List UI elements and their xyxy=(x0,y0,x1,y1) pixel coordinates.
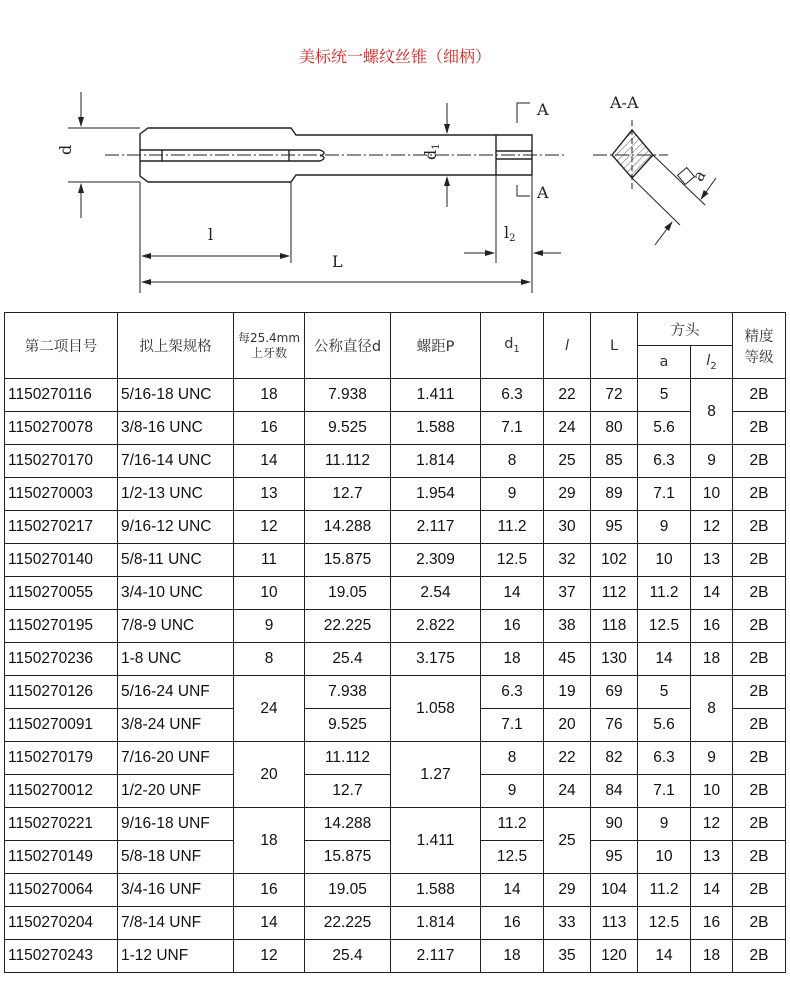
cell-a: 6.3 xyxy=(638,445,691,478)
header-pitch: 螺距P xyxy=(391,313,481,379)
cell-a: 11.2 xyxy=(638,874,691,907)
cell-l2: 8 xyxy=(691,676,733,742)
cell-d1: 14 xyxy=(481,577,544,610)
header-spec: 拟上架规格 xyxy=(118,313,234,379)
cell-item-no: 1150270055 xyxy=(5,577,118,610)
cell-spec: 1/2-13 UNC xyxy=(118,478,234,511)
cell-nominal-d: 15.875 xyxy=(305,544,391,577)
cell-grade: 2B xyxy=(733,808,786,841)
table-row xyxy=(5,610,786,643)
cell-tpi: 11 xyxy=(234,544,305,577)
cell-l: 37 xyxy=(544,577,591,610)
table-row xyxy=(5,808,786,841)
cell-l: 24 xyxy=(544,412,591,445)
cell-l: 35 xyxy=(544,940,591,973)
cell-l: 33 xyxy=(544,907,591,940)
cell-nominal-d: 11.112 xyxy=(305,445,391,478)
cell-nominal-d: 11.112 xyxy=(305,742,391,775)
header-nominal-d: 公称直径d xyxy=(305,313,391,379)
cell-l: 30 xyxy=(544,511,591,544)
cell-nominal-d: 25.4 xyxy=(305,940,391,973)
cell-L: 90 xyxy=(591,808,638,841)
cell-tpi: 24 xyxy=(234,676,305,742)
cell-a: 12.5 xyxy=(638,907,691,940)
cell-l: 29 xyxy=(544,874,591,907)
cell-nominal-d: 25.4 xyxy=(305,643,391,676)
cell-spec: 5/8-18 UNF xyxy=(118,841,234,874)
cell-pitch: 2.822 xyxy=(391,610,481,643)
cell-spec: 9/16-12 UNC xyxy=(118,511,234,544)
cell-item-no: 1150270204 xyxy=(5,907,118,940)
table-row xyxy=(5,544,786,577)
cell-pitch: 1.411 xyxy=(391,379,481,412)
cell-d1: 12.5 xyxy=(481,841,544,874)
cell-tpi: 16 xyxy=(234,874,305,907)
cell-a: 14 xyxy=(638,643,691,676)
header-l: l xyxy=(544,313,591,379)
cell-a: 9 xyxy=(638,511,691,544)
cell-L: 113 xyxy=(591,907,638,940)
cell-grade: 2B xyxy=(733,610,786,643)
cell-spec: 7/16-20 UNF xyxy=(118,742,234,775)
cell-spec: 7/8-14 UNF xyxy=(118,907,234,940)
cell-item-no: 1150270170 xyxy=(5,445,118,478)
cell-L: 82 xyxy=(591,742,638,775)
cell-a: 7.1 xyxy=(638,478,691,511)
cell-grade: 2B xyxy=(733,874,786,907)
label-a-bottom: A xyxy=(537,183,549,202)
cell-d1: 18 xyxy=(481,643,544,676)
header-l2: $l_2$ xyxy=(691,346,733,379)
cell-pitch: 1.058 xyxy=(391,676,481,742)
cell-item-no: 1150270243 xyxy=(5,940,118,973)
cell-item-no: 1150270078 xyxy=(5,412,118,445)
cell-spec: 3/8-24 UNF xyxy=(118,709,234,742)
header-d1: $d_1$ xyxy=(481,313,544,379)
cell-L: 76 xyxy=(591,709,638,742)
cell-nominal-d: 9.525 xyxy=(305,709,391,742)
cell-grade: 2B xyxy=(733,940,786,973)
cell-l2: 18 xyxy=(691,643,733,676)
cell-pitch: 1.411 xyxy=(391,808,481,874)
cell-l: 45 xyxy=(544,643,591,676)
cell-item-no: 1150270217 xyxy=(5,511,118,544)
table-row xyxy=(5,742,786,775)
cell-spec: 1-8 UNC xyxy=(118,643,234,676)
cell-l2: 16 xyxy=(691,907,733,940)
cell-d1: 9 xyxy=(481,775,544,808)
table-row xyxy=(5,577,786,610)
cell-d1: 16 xyxy=(481,610,544,643)
cell-L: 102 xyxy=(591,544,638,577)
table-row xyxy=(5,478,786,511)
cell-l2: 10 xyxy=(691,775,733,808)
cell-d1: 8 xyxy=(481,742,544,775)
cell-grade: 2B xyxy=(733,907,786,940)
cell-spec: 3/4-16 UNF xyxy=(118,874,234,907)
table-row xyxy=(5,676,786,709)
header-square-head: 方头 xyxy=(638,313,733,346)
cell-nominal-d: 9.525 xyxy=(305,412,391,445)
cell-pitch: 3.175 xyxy=(391,643,481,676)
cell-pitch: 1.588 xyxy=(391,874,481,907)
cell-item-no: 1150270091 xyxy=(5,709,118,742)
label-d: d xyxy=(56,144,75,155)
cell-l: 22 xyxy=(544,742,591,775)
cell-l: 32 xyxy=(544,544,591,577)
table-row xyxy=(5,445,786,478)
cell-L: 80 xyxy=(591,412,638,445)
cell-a: 11.2 xyxy=(638,577,691,610)
cell-pitch: 2.117 xyxy=(391,511,481,544)
cell-L: 95 xyxy=(591,841,638,874)
cell-nominal-d: 19.05 xyxy=(305,577,391,610)
table-row xyxy=(5,379,786,412)
cell-grade: 2B xyxy=(733,775,786,808)
cell-nominal-d: 22.225 xyxy=(305,907,391,940)
cell-l2: 18 xyxy=(691,940,733,973)
section-view-a-a xyxy=(593,120,716,245)
cell-spec: 1/2-20 UNF xyxy=(118,775,234,808)
cell-spec: 5/16-18 UNC xyxy=(118,379,234,412)
cell-tpi: 20 xyxy=(234,742,305,808)
cell-nominal-d: 22.225 xyxy=(305,610,391,643)
cell-tpi: 13 xyxy=(234,478,305,511)
cell-nominal-d: 7.938 xyxy=(305,379,391,412)
cell-grade: 2B xyxy=(733,478,786,511)
cell-l: 19 xyxy=(544,676,591,709)
cell-spec: 1-12 UNF xyxy=(118,940,234,973)
tap-technical-drawing xyxy=(0,0,790,305)
header-grade: 精度 等级 xyxy=(733,313,786,379)
label-L: L xyxy=(332,252,343,271)
cell-item-no: 1150270236 xyxy=(5,643,118,676)
document-title: 美标统一螺纹丝锥（细柄） xyxy=(298,47,491,66)
cell-nominal-d: 7.938 xyxy=(305,676,391,709)
cell-tpi: 9 xyxy=(234,610,305,643)
cell-l2: 8 xyxy=(691,379,733,445)
table-row xyxy=(5,643,786,676)
cell-l: 20 xyxy=(544,709,591,742)
cell-item-no: 1150270116 xyxy=(5,379,118,412)
cell-d1: 12.5 xyxy=(481,544,544,577)
cell-tpi: 14 xyxy=(234,907,305,940)
cell-pitch: 1.954 xyxy=(391,478,481,511)
cell-l2: 13 xyxy=(691,841,733,874)
header-L: L xyxy=(591,313,638,379)
cell-d1: 11.2 xyxy=(481,808,544,841)
cell-L: 89 xyxy=(591,478,638,511)
header-tpi: 每25.4mm 上牙数 xyxy=(234,313,305,379)
cell-a: 6.3 xyxy=(638,742,691,775)
cell-l: 25 xyxy=(544,808,591,874)
cell-L: 85 xyxy=(591,445,638,478)
cell-l: 22 xyxy=(544,379,591,412)
cell-grade: 2B xyxy=(733,511,786,544)
cell-L: 72 xyxy=(591,379,638,412)
cell-d1: 6.3 xyxy=(481,379,544,412)
cell-grade: 2B xyxy=(733,709,786,742)
cell-grade: 2B xyxy=(733,841,786,874)
label-l: l xyxy=(208,225,214,244)
cell-d1: 16 xyxy=(481,907,544,940)
cell-nominal-d: 14.288 xyxy=(305,511,391,544)
cell-a: 5 xyxy=(638,379,691,412)
cell-tpi: 14 xyxy=(234,445,305,478)
cell-d1: 11.2 xyxy=(481,511,544,544)
header-a: a xyxy=(638,346,691,379)
cell-tpi: 12 xyxy=(234,940,305,973)
table-row xyxy=(5,940,786,973)
cell-d1: 7.1 xyxy=(481,709,544,742)
cell-item-no: 1150270064 xyxy=(5,874,118,907)
cell-tpi: 16 xyxy=(234,412,305,445)
cell-a: 10 xyxy=(638,841,691,874)
cell-grade: 2B xyxy=(733,544,786,577)
cell-L: 104 xyxy=(591,874,638,907)
cell-grade: 2B xyxy=(733,379,786,412)
cell-grade: 2B xyxy=(733,742,786,775)
table-row xyxy=(5,874,786,907)
table-body xyxy=(5,379,786,973)
cell-a: 7.1 xyxy=(638,775,691,808)
cell-item-no: 1150270140 xyxy=(5,544,118,577)
cell-item-no: 1150270179 xyxy=(5,742,118,775)
cell-spec: 7/8-9 UNC xyxy=(118,610,234,643)
cell-grade: 2B xyxy=(733,412,786,445)
cell-L: 84 xyxy=(591,775,638,808)
cell-l2: 14 xyxy=(691,577,733,610)
cell-item-no: 1150270012 xyxy=(5,775,118,808)
cell-d1: 7.1 xyxy=(481,412,544,445)
cell-l2: 9 xyxy=(691,742,733,775)
cell-item-no: 1150270195 xyxy=(5,610,118,643)
cell-grade: 2B xyxy=(733,676,786,709)
cell-l2: 12 xyxy=(691,808,733,841)
cell-a: 5 xyxy=(638,676,691,709)
cell-tpi: 18 xyxy=(234,808,305,874)
cell-tpi: 12 xyxy=(234,511,305,544)
header-item-no: 第二项目号 xyxy=(5,313,118,379)
cell-pitch: 2.54 xyxy=(391,577,481,610)
cell-nominal-d: 12.7 xyxy=(305,775,391,808)
label-l2: l2 xyxy=(504,223,516,244)
cell-spec: 3/8-16 UNC xyxy=(118,412,234,445)
cell-tpi: 10 xyxy=(234,577,305,610)
cell-item-no: 1150270126 xyxy=(5,676,118,709)
label-section: A-A xyxy=(610,93,639,112)
cell-L: 120 xyxy=(591,940,638,973)
cell-l: 25 xyxy=(544,445,591,478)
cell-l2: 12 xyxy=(691,511,733,544)
table-row xyxy=(5,412,786,445)
label-a-square: a xyxy=(688,166,710,185)
cell-a: 10 xyxy=(638,544,691,577)
cell-l: 24 xyxy=(544,775,591,808)
cell-nominal-d: 14.288 xyxy=(305,808,391,841)
cell-L: 95 xyxy=(591,511,638,544)
cell-spec: 3/4-10 UNC xyxy=(118,577,234,610)
cell-nominal-d: 15.875 xyxy=(305,841,391,874)
cell-L: 112 xyxy=(591,577,638,610)
tap-spec-table xyxy=(4,312,786,973)
cell-pitch: 2.117 xyxy=(391,940,481,973)
cell-a: 12.5 xyxy=(638,610,691,643)
cell-spec: 5/8-11 UNC xyxy=(118,544,234,577)
cell-tpi: 8 xyxy=(234,643,305,676)
cell-grade: 2B xyxy=(733,577,786,610)
table-row xyxy=(5,511,786,544)
cell-a: 14 xyxy=(638,940,691,973)
cell-L: 130 xyxy=(591,643,638,676)
cell-pitch: 1.27 xyxy=(391,742,481,808)
cell-pitch: 1.814 xyxy=(391,445,481,478)
cell-d1: 14 xyxy=(481,874,544,907)
cell-d1: 8 xyxy=(481,445,544,478)
cell-d1: 9 xyxy=(481,478,544,511)
cell-l2: 14 xyxy=(691,874,733,907)
dimension-lines xyxy=(68,92,561,293)
cell-l2: 10 xyxy=(691,478,733,511)
cell-nominal-d: 12.7 xyxy=(305,478,391,511)
cell-L: 69 xyxy=(591,676,638,709)
cell-spec: 5/16-24 UNF xyxy=(118,676,234,709)
cell-l2: 16 xyxy=(691,610,733,643)
label-d1: d1 xyxy=(421,143,442,160)
cell-l2: 9 xyxy=(691,445,733,478)
cell-L: 118 xyxy=(591,610,638,643)
cell-d1: 6.3 xyxy=(481,676,544,709)
cell-a: 5.6 xyxy=(638,709,691,742)
cell-a: 5.6 xyxy=(638,412,691,445)
cell-tpi: 18 xyxy=(234,379,305,412)
cell-grade: 2B xyxy=(733,643,786,676)
cell-pitch: 2.309 xyxy=(391,544,481,577)
cell-l: 38 xyxy=(544,610,591,643)
cell-item-no: 1150270149 xyxy=(5,841,118,874)
cell-item-no: 1150270003 xyxy=(5,478,118,511)
label-a-top: A xyxy=(537,100,549,119)
cell-l: 29 xyxy=(544,478,591,511)
cell-l2: 13 xyxy=(691,544,733,577)
cell-item-no: 1150270221 xyxy=(5,808,118,841)
cell-nominal-d: 19.05 xyxy=(305,874,391,907)
table-row xyxy=(5,907,786,940)
cell-a: 9 xyxy=(638,808,691,841)
cell-grade: 2B xyxy=(733,445,786,478)
cell-d1: 18 xyxy=(481,940,544,973)
cell-spec: 7/16-14 UNC xyxy=(118,445,234,478)
cell-spec: 9/16-18 UNF xyxy=(118,808,234,841)
cell-pitch: 1.814 xyxy=(391,907,481,940)
cell-pitch: 1.588 xyxy=(391,412,481,445)
